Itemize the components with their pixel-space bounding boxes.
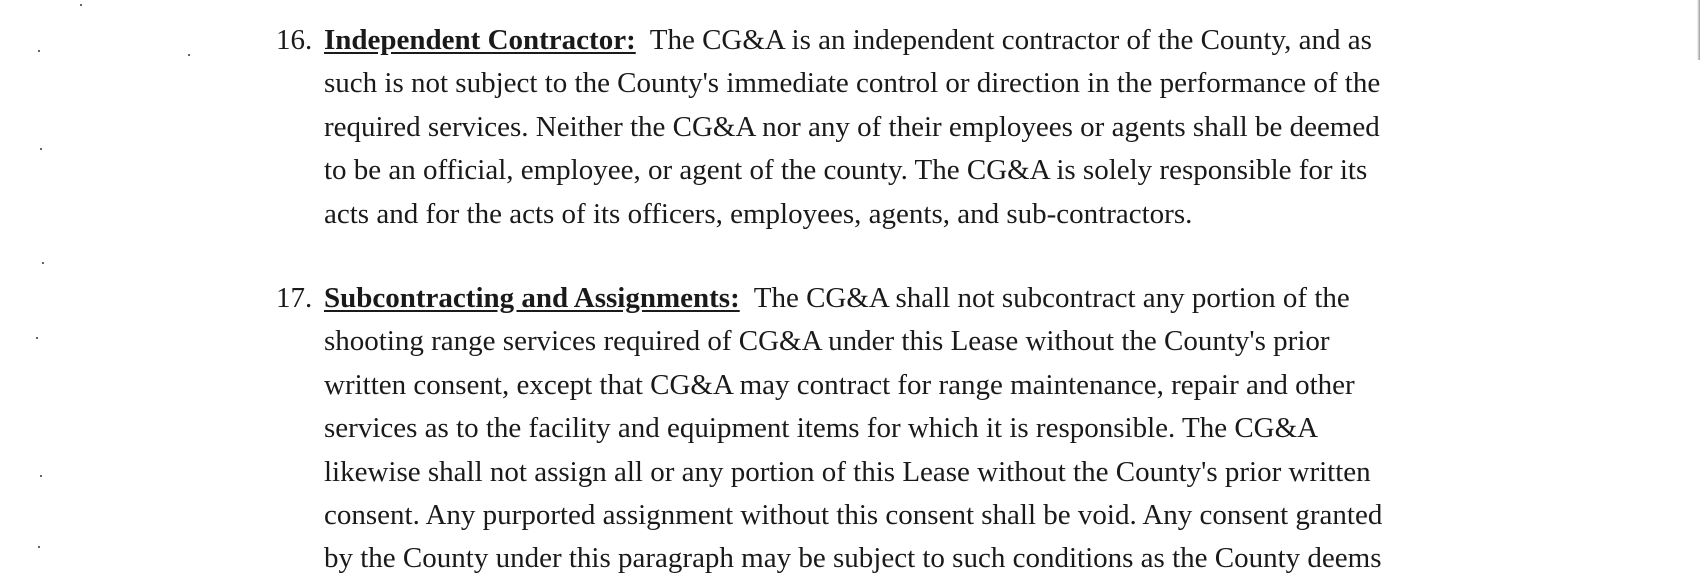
scan-speck <box>38 50 40 52</box>
clause-line: to be an official, employee, or agent of the county. The CG&A is solely responsible for its <box>324 154 1368 187</box>
clause-line: by the County under this paragraph may be subject to such conditions as the County deems <box>324 542 1382 575</box>
clause-line: acts and for the acts of its officers, employees, agents, and sub-contractors. <box>324 197 1193 230</box>
clause-line <box>324 277 1516 320</box>
clause-text: The CG&A is an independent contractor of the County, and as <box>649 24 1372 56</box>
clause-line <box>324 19 1516 62</box>
scan-speck <box>188 54 190 56</box>
clause-heading: Independent Contractor: <box>324 24 636 56</box>
clause-line: likewise shall not assign all or any portion of this Lease without the County's prior written <box>324 455 1371 488</box>
scan-speck <box>40 475 42 477</box>
clause-17 <box>276 277 1516 581</box>
clause-line: shooting range services required of CG&A under this Lease without the County's prior <box>324 325 1330 358</box>
clause-line: written consent, except that CG&A may contract for range maintenance, repair and other <box>324 368 1355 401</box>
clause-line: such is not subject to the County's immediate control or direction in the performance of the <box>324 67 1381 100</box>
clause-number: 16. <box>276 24 313 56</box>
clause-line: required services. Neither the CG&A nor any of their employees or agents shall be deemed <box>324 110 1380 143</box>
clause-number: 17. <box>276 282 313 314</box>
clause-line: consent. Any purported assignment without this consent shall be void. Any consent granted <box>324 499 1383 532</box>
clause-16 <box>276 19 1516 236</box>
scan-speck <box>36 337 38 339</box>
clause-heading: Subcontracting and Assignments: <box>324 282 740 314</box>
scan-speck <box>38 546 40 548</box>
clause-line: services as to the facility and equipment items for which it is responsible. The CG&A <box>324 412 1319 445</box>
clause-text: The CG&A shall not subcontract any portion of the <box>753 282 1350 314</box>
scan-speck <box>40 148 42 150</box>
scan-speck <box>42 262 44 264</box>
scan-speck <box>80 4 82 6</box>
